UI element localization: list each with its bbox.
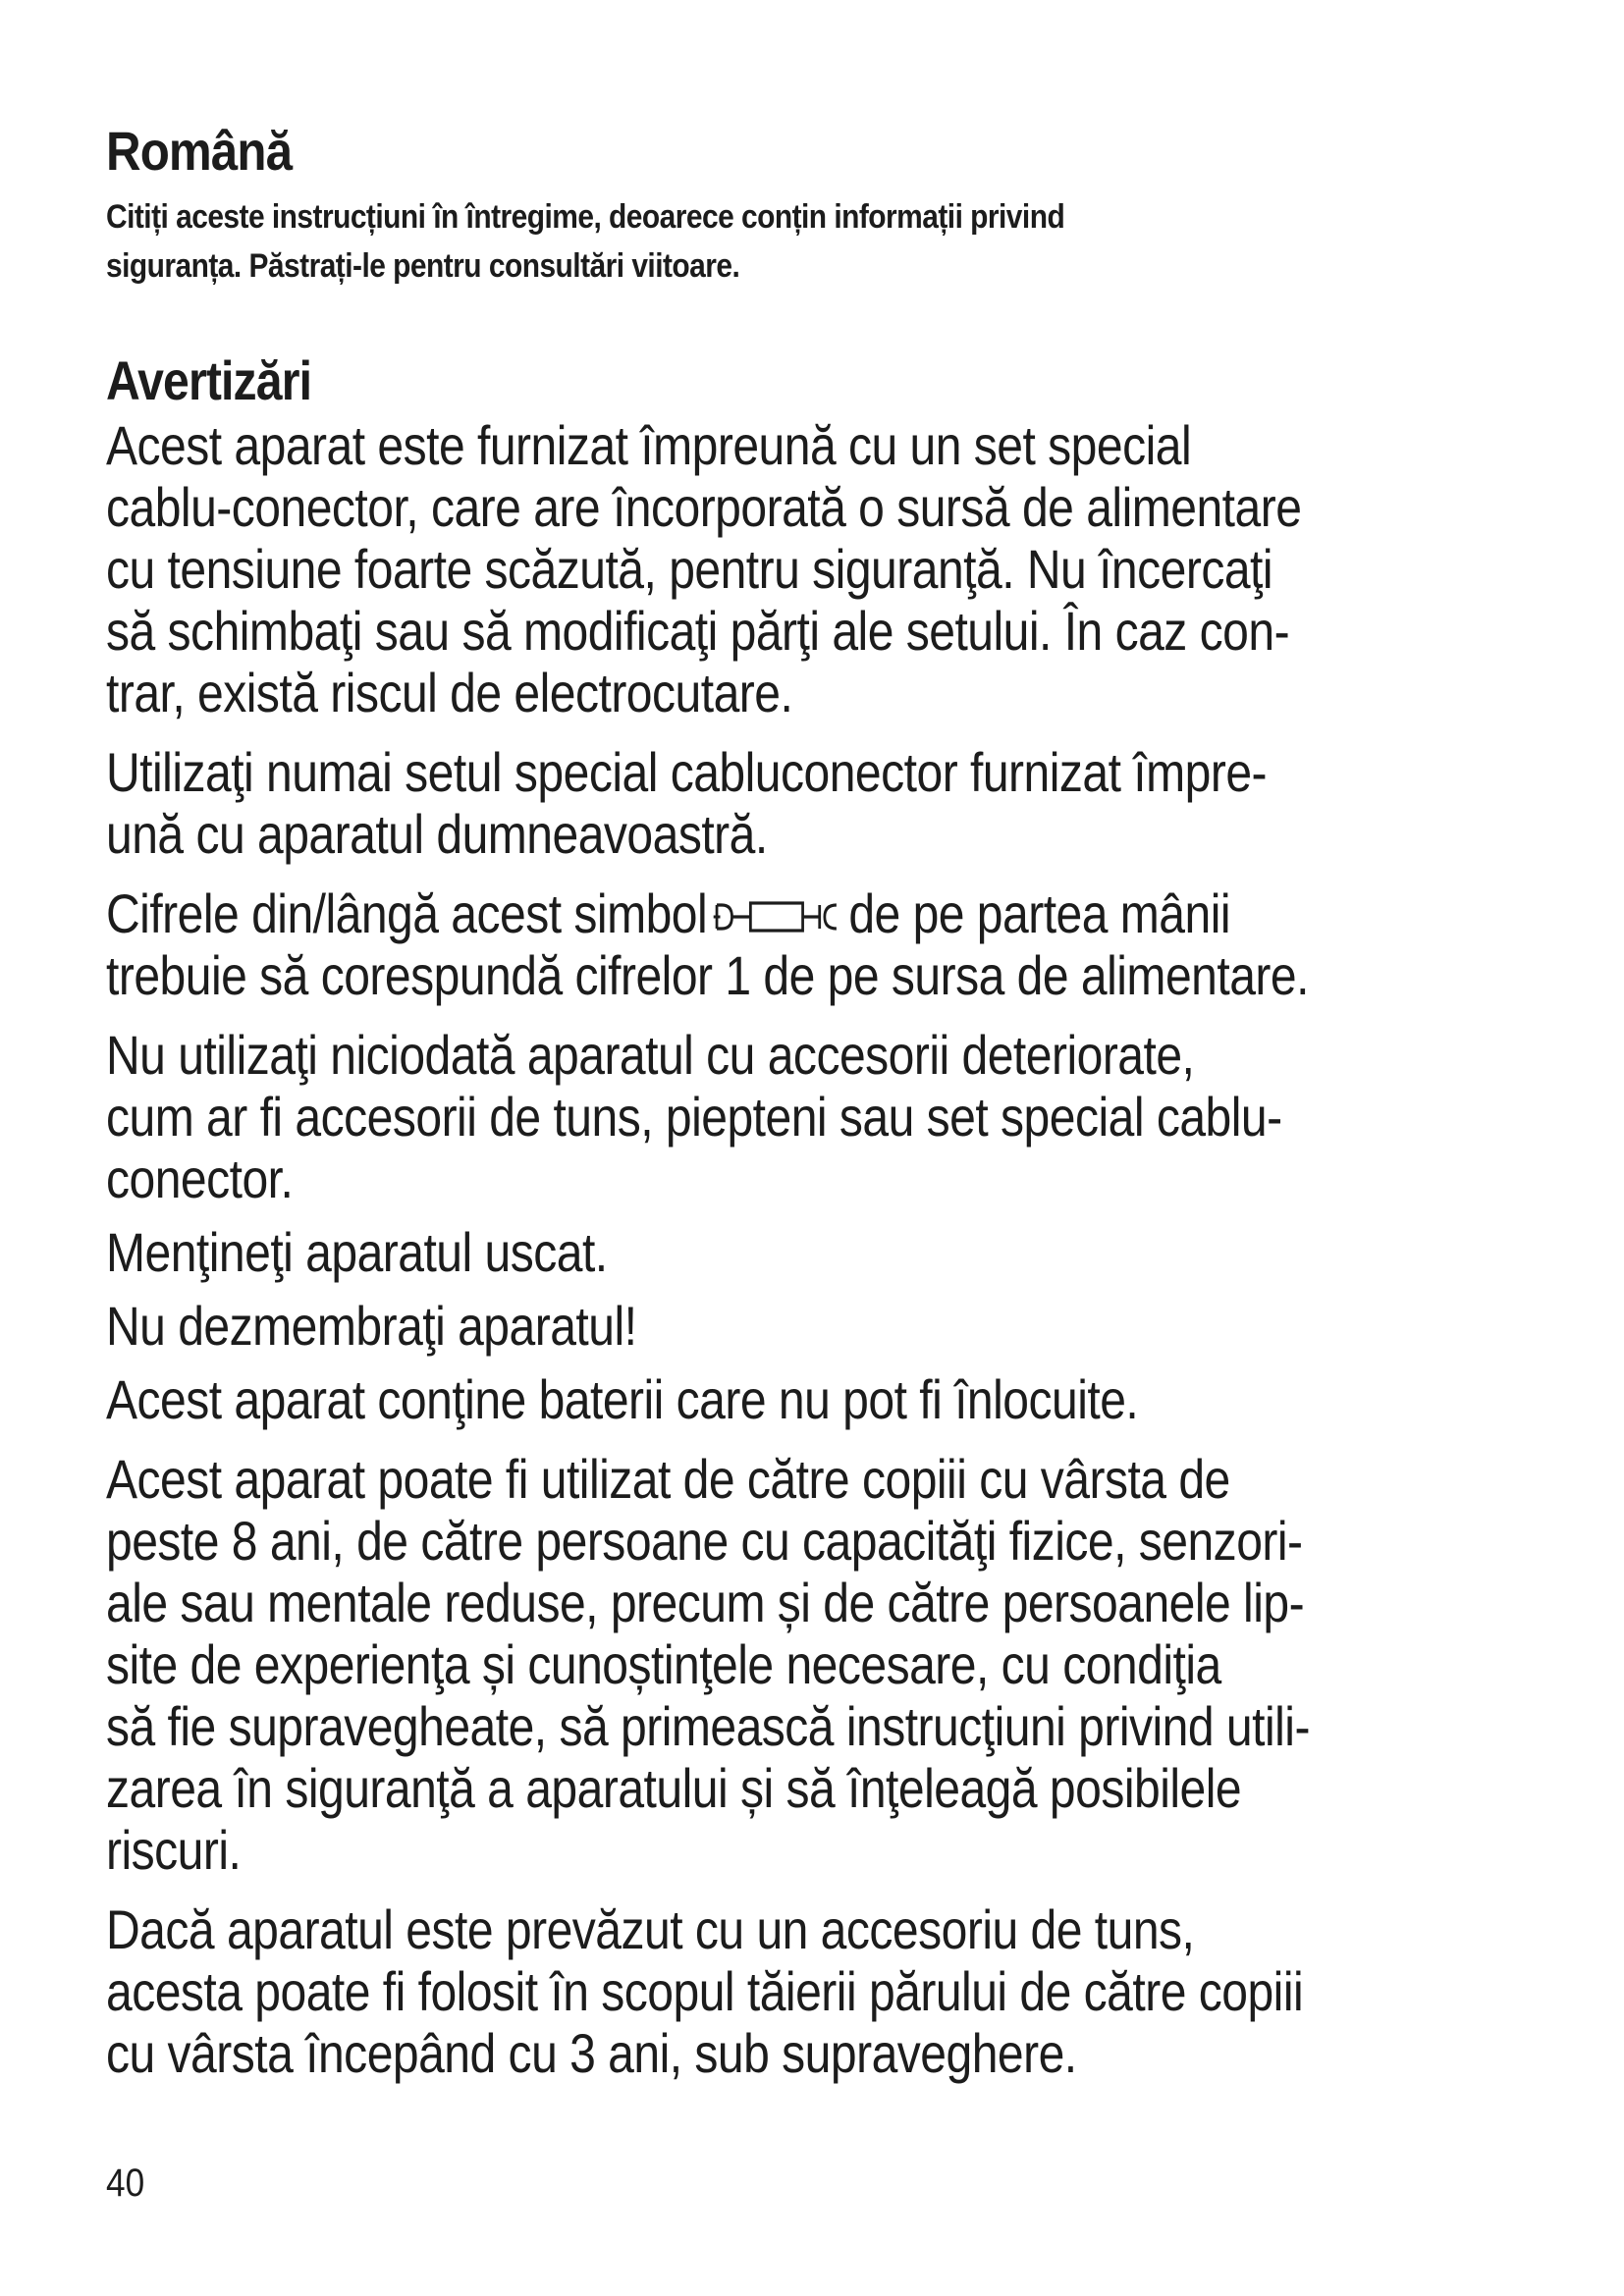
paragraph-line: Nu utilizaţi niciodată aparatul cu accesorii deteriorate,	[106, 1024, 1195, 1086]
paragraph-line: Utilizaţi numai setul special cabluconector furnizat împre-	[106, 741, 1268, 803]
cable-connector-symbol-icon	[714, 897, 841, 936]
paragraph-line: să schimbaţi sau să modificaţi părţi ale setului. În caz con-	[106, 600, 1290, 662]
paragraph-line: peste 8 ani, de către persoane cu capacităţi fizice, senzori-	[106, 1510, 1303, 1572]
paragraph-line: conector.	[106, 1148, 294, 1209]
paragraph-line: Acest aparat conţine baterii care nu pot fi înlocuite.	[106, 1368, 1139, 1430]
paragraph-line: cu tensiune foarte scăzută, pentru siguranţă. Nu încercaţi	[106, 538, 1273, 600]
paragraph-line: să fie supravegheate, să primească instrucţiuni privind utili-	[106, 1695, 1310, 1757]
symbol-suffix-text: de pe partea mânii	[848, 882, 1231, 944]
intro-text	[106, 192, 1540, 291]
paragraph-line: trebuie să corespundă cifrelor 1 de pe sursa de alimentare.	[106, 944, 1309, 1006]
paragraph-line: acesta poate fi folosit în scopul tăierii părului de către copiii	[106, 1960, 1304, 2022]
paragraph-line: Menţineţi aparatul uscat.	[106, 1221, 608, 1283]
paragraph-line: Nu dezmembraţi aparatul!	[106, 1295, 637, 1357]
intro-line: Citiți aceste instrucțiuni în întregime, deoarece conțin informații privind	[106, 198, 1065, 236]
paragraph-batteries	[106, 1368, 1540, 1430]
paragraph-line: Dacă aparatul este prevăzut cu un accesoriu de tuns,	[106, 1898, 1195, 1960]
paragraph-line: riscuri.	[106, 1819, 242, 1881]
symbol-prefix-text: Cifrele din/lângă acest simbol	[106, 882, 708, 944]
section-title: Avertizări	[106, 349, 312, 411]
paragraph-power-supply	[106, 414, 1540, 723]
paragraph-line: ună cu aparatul dumneavoastră.	[106, 803, 768, 865]
paragraph-line: Acest aparat poate fi utilizat de către copiii cu vârsta de	[106, 1448, 1230, 1510]
paragraph-line: zarea în siguranţă a aparatului și să înţeleagă posibilele	[106, 1757, 1242, 1819]
paragraph-symbol	[106, 882, 1540, 1006]
warnings-body	[106, 414, 1540, 2084]
paragraph-line: ale sau mentale reduse, precum și de către persoanele lip-	[106, 1572, 1305, 1633]
language-title: Română	[106, 120, 293, 182]
paragraph-do-not-disassemble	[106, 1295, 1540, 1357]
intro-line: siguranța. Păstrați-le pentru consultări viitoare.	[106, 247, 740, 285]
paragraph-keep-dry	[106, 1221, 1540, 1283]
paragraph-damaged-accessories	[106, 1024, 1540, 1209]
paragraph-cable-set	[106, 741, 1540, 865]
paragraph-children-usage	[106, 1448, 1540, 1881]
document-page	[106, 118, 1540, 2084]
paragraph-line-with-symbol	[106, 882, 1336, 944]
paragraph-line: Acest aparat este furnizat împreună cu un set special	[106, 414, 1192, 476]
paragraph-line: trar, există riscul de electrocutare.	[106, 662, 793, 723]
paragraph-line: cu vârsta începând cu 3 ani, sub supraveghere.	[106, 2022, 1077, 2084]
paragraph-trimming-accessory	[106, 1898, 1540, 2084]
paragraph-line: cablu-conector, care are încorporată o sursă de alimentare	[106, 476, 1302, 538]
page-number: 40	[106, 2162, 145, 2205]
paragraph-line: cum ar fi accesorii de tuns, piepteni sau set special cablu-	[106, 1086, 1282, 1148]
paragraph-line: site de experienţa și cunoștinţele necesare, cu condiţia	[106, 1633, 1221, 1695]
